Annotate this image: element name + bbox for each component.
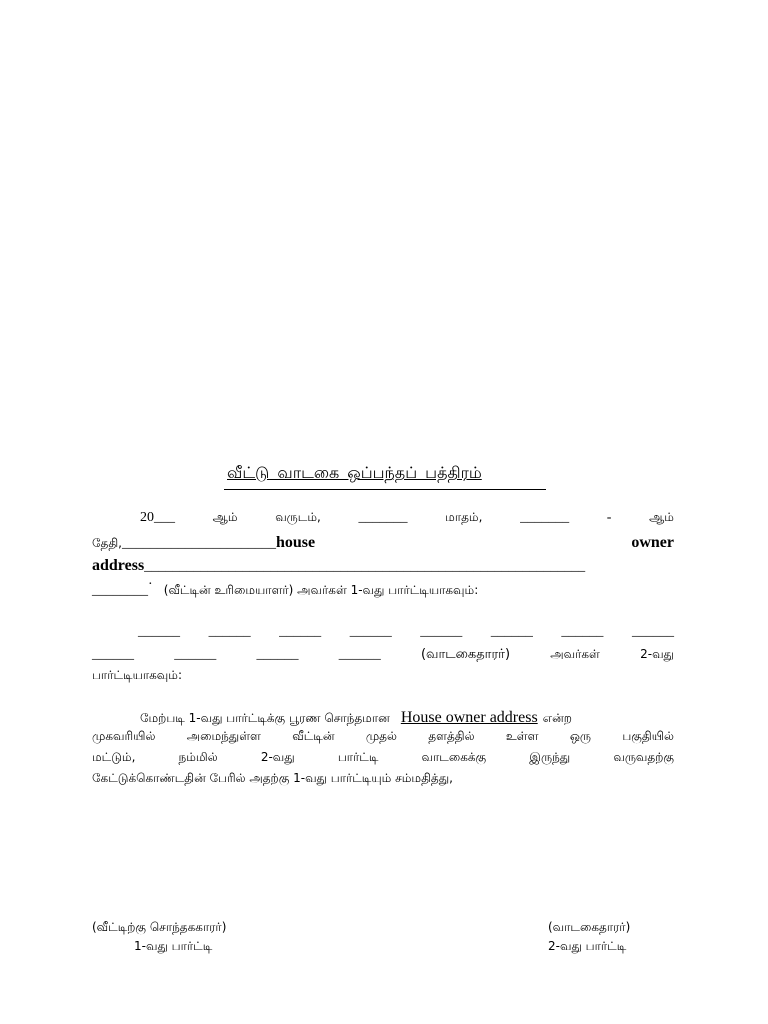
tenant-party-text: பார்ட்டியாகவும்:	[92, 668, 182, 682]
aam-word: ஆம்	[212, 510, 238, 524]
year-word: வருடம்,	[275, 510, 321, 524]
tenant-name-blank: ______	[349, 624, 392, 639]
house-word: house	[275, 534, 316, 551]
tenant-name-blank: ______	[138, 624, 180, 639]
tenant-signature-party: 2-வது பார்ட்டி	[548, 939, 627, 953]
month-blank: _______	[358, 510, 408, 525]
owner-party-text: (வீட்டின் உரிமையாளர்) அவர்கள் 1-வது பார்ட்டியாகவும்:	[163, 583, 479, 597]
tenant-name-blank: ______	[420, 624, 463, 639]
second-party-word: 2-வது	[640, 647, 674, 661]
para-l1-post: என்ற	[542, 711, 572, 725]
house-owner-address-link: House owner address	[400, 709, 538, 726]
tenant-name-blank: ______	[279, 624, 322, 639]
address-word: address	[92, 557, 145, 574]
aam-word-2: ஆம்	[649, 510, 674, 524]
day-blank: _______	[520, 510, 570, 525]
tenant-blanks-line	[92, 624, 674, 640]
dash: -	[606, 510, 612, 525]
month-word: மாதம்,	[445, 510, 483, 524]
tenant-role: (வாடகைதாரர்)	[420, 647, 511, 662]
paragraph-word: நம்மில்	[178, 750, 218, 764]
owner-party-line	[92, 579, 478, 599]
paragraph-word: இருந்து	[529, 750, 571, 764]
avargal-word: அவர்கள்	[550, 647, 600, 661]
owner-word: owner	[631, 534, 674, 551]
address-line	[92, 555, 585, 575]
tenant-blank-1: ______	[92, 647, 134, 662]
paragraph-word: பார்ட்டி	[337, 750, 379, 764]
owner-signature-role: (வீட்டிற்கு சொந்தககாரர்)	[92, 920, 227, 934]
tenant-blank-2: ______	[174, 647, 217, 662]
para-l1-pre: மேற்படி 1-வது பார்ட்டிக்கு பூரண சொந்தமான	[140, 711, 390, 725]
paragraph-word: 2-வது	[260, 750, 295, 764]
tenant-blank-3: ______	[256, 647, 299, 662]
paragraph-line-1	[140, 707, 572, 727]
tenant-name-blank: ______	[631, 624, 674, 639]
owner-line	[92, 532, 674, 552]
tenant-name-blank: ______	[490, 624, 533, 639]
date-word: தேதி,	[92, 536, 122, 550]
tenant-name-blank: ______	[208, 624, 251, 639]
tenant-name-blank: ______	[561, 624, 604, 639]
title-underline	[224, 489, 546, 490]
address-blank: _______________________________________________________________	[144, 559, 586, 574]
owner-name-blank: ________	[92, 583, 148, 598]
year-field: 20___	[140, 510, 175, 525]
mark: ·	[148, 577, 153, 592]
owner-signature-party: 1-வது பார்ட்டி	[134, 939, 213, 953]
tenant-blank-4: ______	[338, 647, 381, 662]
paragraph-line-4: கேட்டுக்கொண்டதின் பேரில் அதற்கு 1-வது பார்ட்டியும் சம்மதித்து,	[92, 771, 453, 785]
paragraph-line-2: முகவரியில் அமைந்துள்ள வீட்டின் முதல் தளத்தில் உள்ள ஒரு பகுதியில்	[92, 729, 674, 743]
tenant-line	[92, 647, 674, 663]
paragraph-word: மட்டும்,	[92, 750, 136, 764]
date-blank: ______________________	[121, 536, 276, 551]
paragraph-word: வருவதற்கு	[613, 750, 674, 764]
tenant-signature-role: (வாடகைதாரர்)	[548, 920, 631, 934]
document-title: வீட்டு வாடகை ஒப்பந்தப் பத்திரம்	[227, 463, 482, 482]
paragraph-line-3	[92, 750, 674, 766]
date-line	[92, 510, 674, 526]
paragraph-word: வாடகைக்கு	[421, 750, 487, 764]
